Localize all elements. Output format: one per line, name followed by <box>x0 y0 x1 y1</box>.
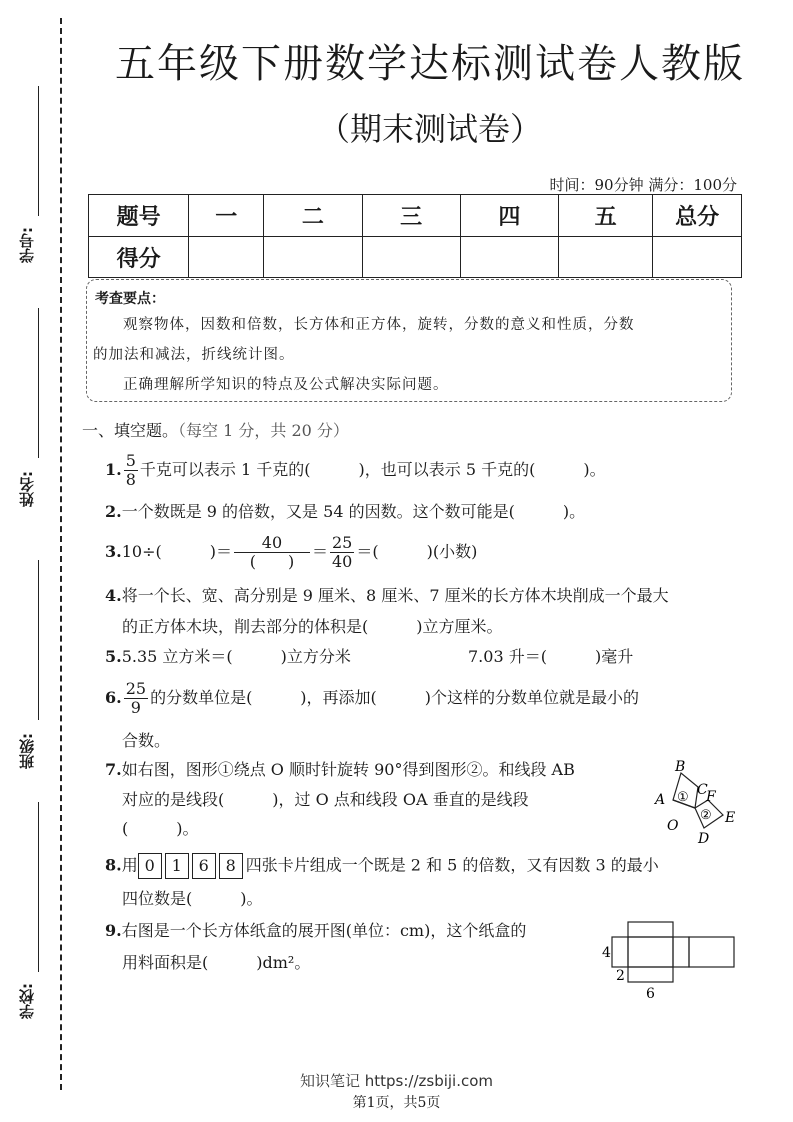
rotation-figure <box>650 756 745 848</box>
question-text: 用料面积是( )dm²。 <box>122 953 311 972</box>
score-header-cell: 四 <box>460 195 558 237</box>
school-line <box>38 802 39 972</box>
question-text: 用 <box>121 855 138 875</box>
question-8-continued <box>122 888 263 910</box>
question-number: 2. <box>105 502 122 521</box>
question-7-continued <box>122 789 529 811</box>
question-6 <box>105 680 639 717</box>
question-5-part-b <box>468 646 633 668</box>
label-d: D <box>698 831 710 847</box>
score-header-cell: 题号 <box>89 195 189 237</box>
question-text: 将一个长、宽、高分别是 9 厘米、8 厘米、7 厘米的长方体木块削成一个最大 <box>121 586 669 605</box>
number-card: 0 <box>138 853 162 879</box>
box-net-figure <box>600 918 740 1004</box>
score-cell[interactable] <box>189 237 264 278</box>
score-header-cell: 二 <box>264 195 362 237</box>
score-header-cell: 三 <box>362 195 460 237</box>
question-9 <box>105 920 526 942</box>
score-cell[interactable] <box>362 237 460 278</box>
fraction-denominator: 40 <box>331 552 353 571</box>
net-face <box>628 937 673 967</box>
question-text: 合数。 <box>122 731 171 750</box>
fraction-numerator: 5 <box>125 451 136 470</box>
net-face <box>689 937 734 967</box>
net-height-label: 4 <box>602 945 611 961</box>
net-face <box>628 922 673 937</box>
score-header-cell: 五 <box>558 195 652 237</box>
question-number: 1. <box>105 460 122 479</box>
student-id-line <box>38 86 39 216</box>
label-f: F <box>706 789 716 805</box>
score-header-row <box>89 195 742 237</box>
page-title: 五年级下册数学达标测试卷人教版 <box>115 41 745 87</box>
question-text: ＝( )(小数) <box>356 542 478 561</box>
key-points-line: 正确理解所学知识的特点及公式解决实际问题。 <box>123 377 449 393</box>
question-text: 千克可以表示 1 千克的( )，也可以表示 5 千克的( )。 <box>139 460 606 479</box>
number-card: 6 <box>192 853 216 879</box>
section-title: 一、填空题。 <box>82 421 179 440</box>
question-text: 的分数单位是( )，再添加( )个这样的分数单位就是最小的 <box>150 688 640 707</box>
question-6-continued <box>122 730 170 752</box>
fraction <box>124 680 148 717</box>
fraction-denominator: 8 <box>125 470 136 489</box>
question-7-continued <box>122 818 199 840</box>
question-text: 7.03 升＝( )毫升 <box>468 647 634 666</box>
question-text: 右图是一个长方体纸盒的展开图(单位：cm)，这个纸盒的 <box>121 921 527 940</box>
section-heading <box>82 418 349 441</box>
fraction-numerator: 40 <box>234 534 310 553</box>
question-7 <box>105 759 575 781</box>
score-header-cell: 一 <box>189 195 264 237</box>
net-face <box>628 967 673 982</box>
label-b: B <box>675 759 686 775</box>
question-number: 5. <box>105 647 122 666</box>
footer-site: 知识笔记 https://zsbiji.com <box>299 1072 494 1090</box>
fraction <box>234 534 310 571</box>
question-4-continued <box>122 616 503 638</box>
key-points-line: 观察物体，因数和倍数，长方体和正方体，旋转，分数的意义和性质，分数 <box>123 317 635 333</box>
number-card: 8 <box>219 853 243 879</box>
key-points-title: 考查要点： <box>95 291 165 307</box>
question-text: 对应的是线段( )，过 O 点和线段 OA 垂直的是线段 <box>122 790 529 809</box>
question-number: 7. <box>105 760 122 779</box>
score-cell[interactable] <box>558 237 652 278</box>
score-cell[interactable] <box>460 237 558 278</box>
score-cell[interactable] <box>653 237 742 278</box>
fraction-denominator: 9 <box>130 698 141 717</box>
question-3 <box>105 534 477 571</box>
label-o: O <box>667 818 679 834</box>
footer-page-number: 第1页，共5页 <box>352 1095 441 1111</box>
question-text: 的正方体木块，削去部分的体积是( )立方厘米。 <box>122 617 503 636</box>
net-length-label: 6 <box>646 986 655 1002</box>
question-number: 8. <box>105 855 122 875</box>
key-points-line: 的加法和减法，折线统计图。 <box>93 347 295 363</box>
question-number: 9. <box>105 921 122 940</box>
question-text: 一个数既是 9 的倍数，又是 54 的因数。这个数可能是( )。 <box>121 502 586 521</box>
question-8 <box>105 853 659 879</box>
section-note: （每空 1 分，共 20 分） <box>178 421 349 440</box>
net-width-label: 2 <box>616 968 625 984</box>
question-text: 如右图，图形①绕点 O 顺时针旋转 90°得到图形②。和线段 AB <box>121 760 575 779</box>
name-line <box>38 308 39 458</box>
question-text: 5.35 立方米＝( )立方分米 <box>121 647 351 666</box>
binding-strip <box>0 0 75 1122</box>
page-subtitle: （期末测试卷） <box>317 110 542 148</box>
question-text: 四张卡片组成一个既是 2 和 5 的倍数，又有因数 3 的最小 <box>245 855 659 875</box>
fraction <box>124 452 138 489</box>
question-number: 6. <box>105 688 122 707</box>
score-table <box>88 194 742 278</box>
score-row <box>89 237 742 278</box>
question-1 <box>105 452 606 489</box>
school-label: 学校: <box>18 983 36 1019</box>
question-text: ( )。 <box>122 819 199 838</box>
class-line <box>38 560 39 720</box>
score-cell[interactable] <box>264 237 362 278</box>
cut-line <box>60 18 62 1090</box>
net-face <box>673 937 689 967</box>
question-5 <box>105 646 351 668</box>
question-number: 3. <box>105 542 122 561</box>
fraction-numerator: 25 <box>331 533 353 552</box>
time-info: 时间：90分钟 满分：100分 <box>549 176 737 194</box>
fraction <box>330 534 354 571</box>
fraction-numerator: 25 <box>125 679 147 698</box>
score-header-cell: 总分 <box>653 195 742 237</box>
name-label: 姓名: <box>18 471 36 507</box>
label-e: E <box>725 810 736 826</box>
number-card: 1 <box>165 853 189 879</box>
question-text: 10÷( )＝ <box>121 542 232 561</box>
label-two: ② <box>700 808 712 823</box>
label-a: A <box>655 792 666 808</box>
question-9-continued <box>122 952 310 974</box>
fraction-denominator: ( ) <box>249 552 295 571</box>
class-label: 班级: <box>18 733 36 769</box>
question-2 <box>105 501 585 523</box>
key-points-box <box>86 279 732 402</box>
score-row-label: 得分 <box>89 237 189 278</box>
question-text: 四位数是( )。 <box>122 889 263 908</box>
label-one: ① <box>677 790 689 805</box>
question-4 <box>105 585 669 607</box>
question-number: 4. <box>105 586 122 605</box>
equals-sign: ＝ <box>311 542 328 561</box>
label-c: C <box>697 782 708 798</box>
net-face <box>612 937 628 967</box>
student-id-label: 学号: <box>18 227 36 263</box>
